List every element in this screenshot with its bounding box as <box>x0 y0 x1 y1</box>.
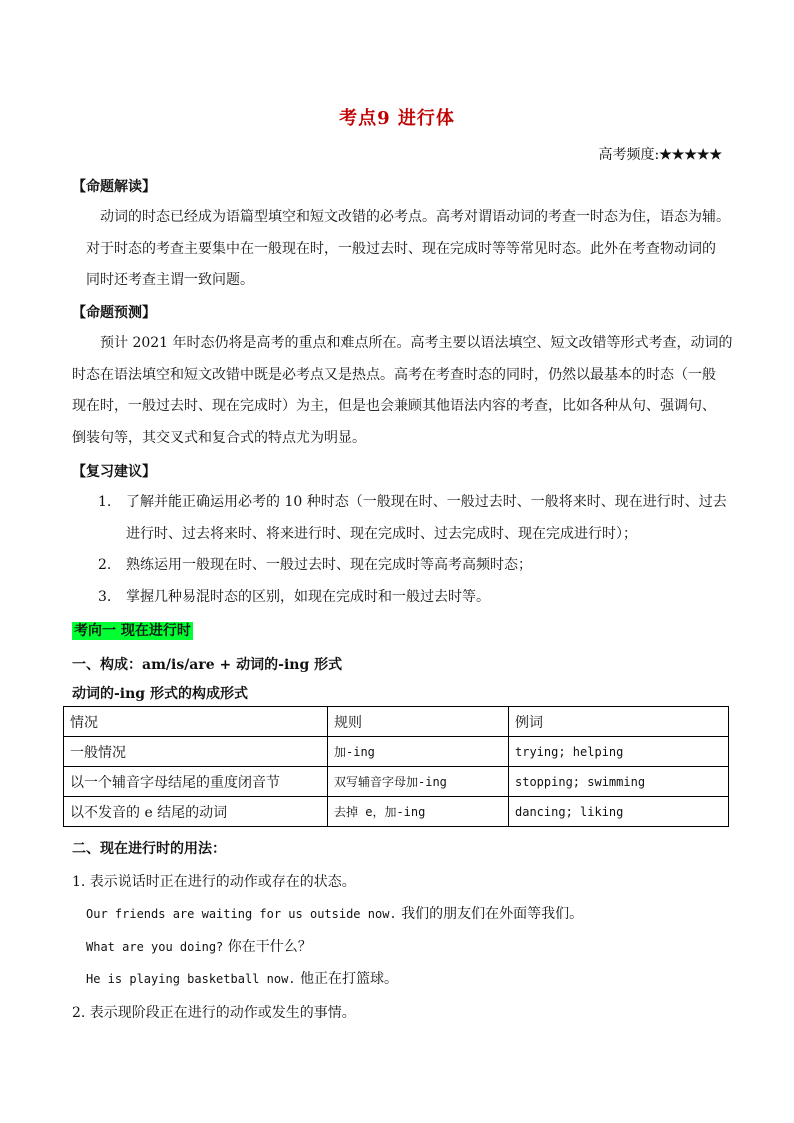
list-item <box>72 582 732 614</box>
table-row <box>64 737 729 767</box>
ing-form-table <box>63 706 729 827</box>
example-sentence <box>86 968 398 988</box>
paragraph-line: 动词的时态已经成为语篇型填空和短文改错的必考点。高考对谓语动词的考查一时态为住，语态为辅。 <box>100 209 730 225</box>
frequency-label: 高考频度: <box>598 147 660 163</box>
table-header: 规则 <box>328 707 509 737</box>
table-cell: trying; helping <box>509 737 729 767</box>
list-number: 3. <box>98 588 112 605</box>
list-item-continuation: 进行时、过去将来时、将来进行时、现在完成时、过去完成时、现在完成进行时）； <box>126 525 637 542</box>
table-cell: stopping; swimming <box>509 767 729 797</box>
table-cell: 以不发音的 e 结尾的动词 <box>64 797 328 827</box>
example-english: Our friends are waiting for us outside now. <box>86 907 397 921</box>
example-english: What are you doing? <box>86 940 224 954</box>
prediction-paragraph <box>72 328 733 454</box>
frequency-rating <box>599 144 722 164</box>
table-cell: 双写辅音字母加-ing <box>328 767 509 797</box>
paragraph-line: 时态在语法填空和短文改错中既是必考点又是热点。高考在考查时态的同时，仍然以最基本的时态（一般 <box>72 366 716 383</box>
usage-point-2: 2. 表示现阶段正在进行的动作或发生的事情。 <box>72 1005 356 1021</box>
example-chinese: 你在干什么？ <box>227 939 312 955</box>
table-cell: 去掉 e，加-ing <box>328 797 509 827</box>
list-text: 掌握几种易混时态的区别，如现在完成时和一般过去时等。 <box>126 588 490 605</box>
list-text: 了解并能正确运用必考的 10 种时态（一般现在时、一般过去时、一般将来时、现在进行时、过去 <box>126 494 727 510</box>
list-number: 2. <box>98 557 112 573</box>
usage-heading: 二、现在进行时的用法： <box>72 841 226 857</box>
list-item <box>72 487 732 519</box>
table-header: 情况 <box>64 707 328 737</box>
paragraph-line: 倒装句等，其交叉式和复合式的特点尤为明显。 <box>72 429 366 446</box>
table-header: 例词 <box>509 707 729 737</box>
table-cell: 以一个辅音字母结尾的重度闭音节 <box>64 767 328 797</box>
example-chinese: 我们的朋友们在外面等我们。 <box>401 906 584 922</box>
paragraph-line: 同时还考查主谓一致问题。 <box>86 272 254 288</box>
example-sentence <box>86 903 583 923</box>
table-row <box>64 797 729 827</box>
section-heading-advice: 【复习建议】 <box>72 464 156 480</box>
paragraph-line: 现在时，一般过去时、现在完成时）为主，但是也会兼顾其他语法内容的考查，比如各种从句、强调句、 <box>72 398 716 414</box>
interpretation-paragraph <box>72 202 730 297</box>
list-text: 熟练运用一般现在时、一般过去时、现在完成时等高考高频时态； <box>126 557 532 573</box>
construction-heading: 一、构成：am/is/are + 动词的-ing 形式 <box>72 657 343 673</box>
list-item <box>72 550 732 582</box>
table-cell: dancing; liking <box>509 797 729 827</box>
section-heading-prediction: 【命题预测】 <box>72 305 156 321</box>
example-sentence <box>86 936 312 956</box>
example-english: He is playing basketball now. <box>86 972 296 986</box>
table-cell: 加-ing <box>328 737 509 767</box>
table-caption: 动词的-ing 形式的构成形式 <box>72 686 248 702</box>
table-row <box>64 767 729 797</box>
list-number: 1. <box>98 494 112 510</box>
page-title: 考点9 进行体 <box>339 108 455 129</box>
table-cell: 一般情况 <box>64 737 328 767</box>
advice-list <box>72 487 732 613</box>
paragraph-line: 预计 2021 年时态仍将是高考的重点和难点所在。高考主要以语法填空、短文改错等形式考查，动词的 <box>100 335 733 351</box>
usage-point-1: 1. 表示说话时正在进行的动作或存在的状态。 <box>72 874 356 890</box>
example-chinese: 他正在打篮球。 <box>299 971 398 987</box>
frequency-stars: ★★★★★ <box>659 147 722 163</box>
section-heading-interpretation: 【命题解读】 <box>72 179 156 195</box>
direction-highlight: 考向一 现在进行时 <box>74 623 191 639</box>
paragraph-line: 对于时态的考查主要集中在一般现在时，一般过去时、现在完成时等等常见时态。此外在考查物动词的 <box>86 240 716 257</box>
table-header-row <box>64 707 729 737</box>
